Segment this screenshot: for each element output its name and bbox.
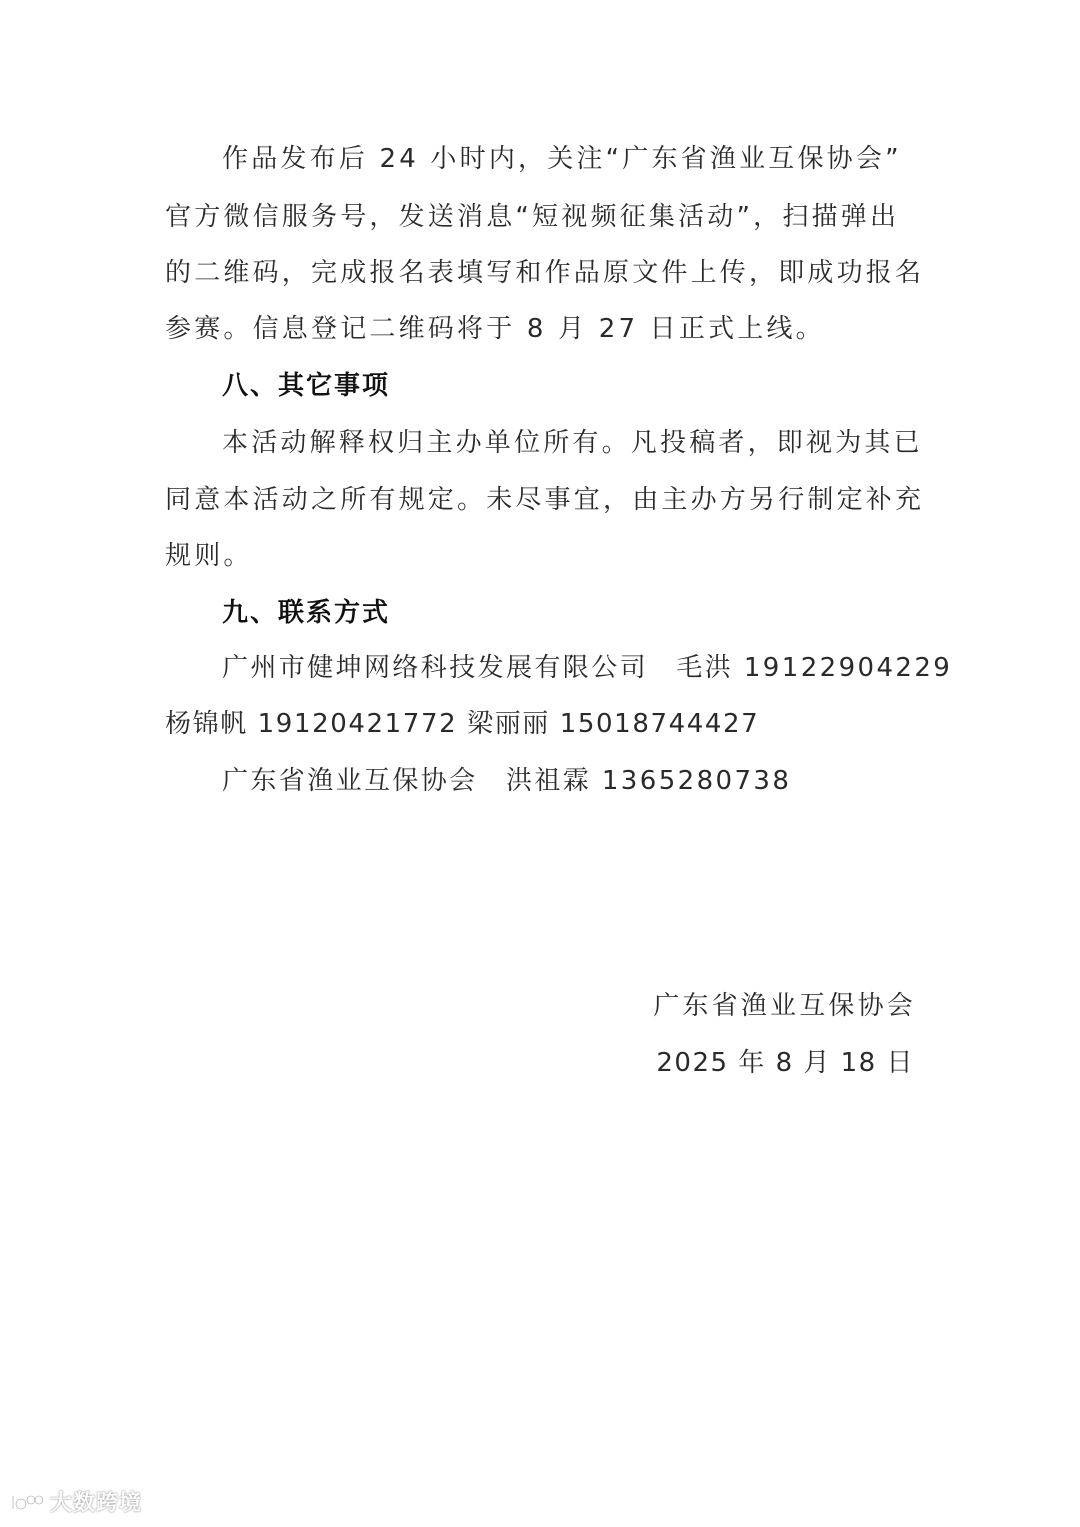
watermark-text: 大数跨境 <box>50 1491 143 1516</box>
contact-line: 广州市健坤网络科技发展有限公司 毛洪 19122904229 <box>222 653 953 683</box>
dashu-logo-icon <box>10 1492 44 1512</box>
paragraph-line: 同意本活动之所有规定。未尽事宜，由主办方另行制定补充 <box>165 485 925 515</box>
paragraph-line: 的二维码，完成报名表填写和作品原文件上传，即成功报名 <box>165 258 925 288</box>
section-heading-other-matters: 八、其它事项 <box>222 371 391 401</box>
paragraph-line: 参赛。信息登记二维码将于 8 月 27 日正式上线。 <box>165 314 825 344</box>
contact-line: 广东省渔业互保协会 洪祖霖 1365280738 <box>222 766 792 796</box>
signature-date: 2025 年 8 月 18 日 <box>656 1048 914 1078</box>
paragraph-line: 官方微信服务号，发送消息“短视频征集活动”，扫描弹出 <box>165 202 900 232</box>
paragraph-line: 本活动解释权归主办单位所有。凡投稿者，即视为其已 <box>222 428 923 458</box>
section-heading-contact: 九、联系方式 <box>222 598 391 628</box>
watermark <box>10 1486 142 1517</box>
contact-line: 杨锦帆 19120421772 梁丽丽 15018744427 <box>165 709 760 739</box>
paragraph-line: 作品发布后 24 小时内，关注“广东省渔业互保协会” <box>222 144 902 174</box>
paragraph-line: 规则。 <box>165 541 253 571</box>
signature-organization: 广东省渔业互保协会 <box>653 991 916 1021</box>
